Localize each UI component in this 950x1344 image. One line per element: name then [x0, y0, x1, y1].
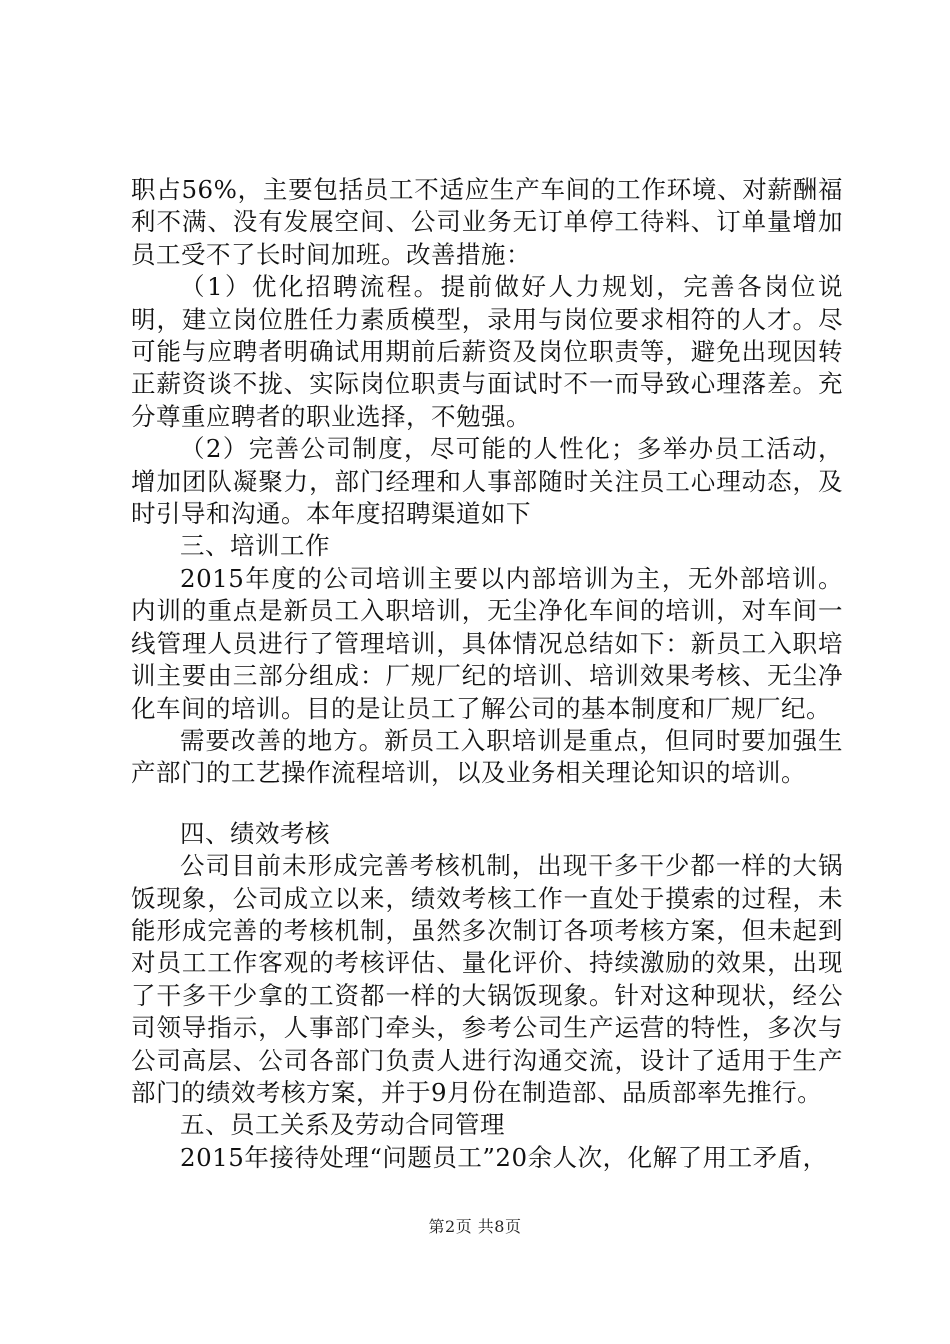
section-heading-employee-relations: 五、员工关系及劳动合同管理: [180, 1110, 505, 1140]
paragraph-training-summary: 2015年度的公司培训主要以内部培训为主，无外部培训。内训的重点是新员工入职培训，无尘净化车间的培训，对车间一线管理人员进行了管理培训，具体情况总结如下：新员工入职培训主要由三部分组成：厂规厂纪的培训、培训效果考核、无尘净化车间的培训。目的是让员工了解公司的基本制度和厂规厂纪。: [131, 563, 843, 723]
paragraph-performance-review: 公司目前未形成完善考核机制，出现干多干少都一样的大锅饭现象，公司成立以来，绩效考核工作一直处于摸索的过程，未能形成完善的考核机制，虽然多次制订各项考核方案，但未起到对员工工作客观的考核评估、量化评价、持续激励的效果，出现了干多干少拿的工资都一样的大锅饭现象。针对这种现状，经公司领导指示，人事部门牵头，参考公司生产运营的特性，多次与公司高层、公司各部门负责人进行沟通交流，设计了适用于生产部门的绩效考核方案，并于9月份在制造部、品质部率先推行。: [131, 851, 843, 1107]
paragraph-spacer: [131, 790, 843, 818]
document-body: [131, 174, 843, 1174]
paragraph-company-policy: （2）完善公司制度，尽可能的人性化；多举办员工活动，增加团队凝聚力，部门经理和人事部随时关注员工心理动态，及时引导和沟通。本年度招聘渠道如下: [131, 434, 843, 529]
page-number-footer: 第2页 共8页: [428, 1217, 522, 1236]
paragraph-training-improvement: 需要改善的地方。新员工入职培训是重点，但同时要加强生产部门的工艺操作流程培训，以及业务相关理论知识的培训。: [131, 725, 843, 788]
section-heading-performance: 四、绩效考核: [180, 818, 330, 848]
paragraph-recruitment-process: （1）优化招聘流程。提前做好人力规划，完善各岗位说明，建立岗位胜任力素质模型，录用与岗位要求相符的人才。尽可能与应聘者明确试用期前后薪资及岗位职责等，避免出现因转正薪资谈不拢、实际岗位职责与面试时不一而导致心理落差。充分尊重应聘者的职业选择，不勉强。: [131, 272, 843, 431]
paragraph-turnover-reasons: 职占56%，主要包括员工不适应生产车间的工作环境、对薪酬福利不满、没有发展空间、公司业务无订单停工待料、订单量增加员工受不了长时间加班。改善措施：: [131, 175, 843, 269]
paragraph-employee-relations: 2015年接待处理“问题员工”20余人次，化解了用工矛盾，: [180, 1142, 828, 1172]
section-heading-training: 三、培训工作: [180, 531, 330, 561]
